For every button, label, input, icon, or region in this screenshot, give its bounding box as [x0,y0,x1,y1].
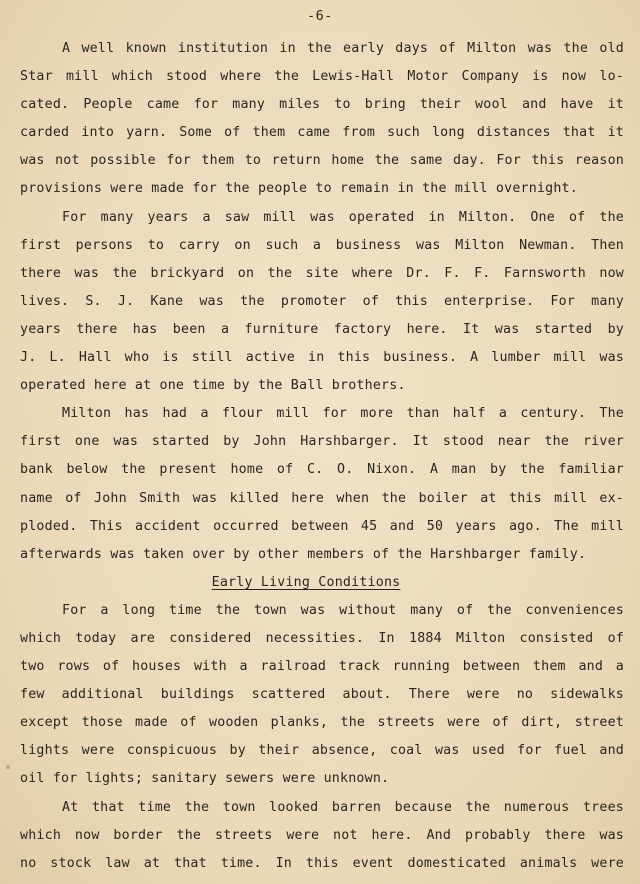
text-line: first persons to carry on such a business was Milton Newman. Then [20,237,624,253]
text-line: lights were conspicuous by their absence, coal was used for fuel and [20,743,624,759]
text-line: except those made of wooden planks, the streets were of dirt, street [20,715,624,731]
paragraph-trees [20,794,624,878]
text-line: first one was started by John Harshbarger. It stood near the river [20,434,624,450]
text-line: was not possible for them to return home the same day. For this reason [20,153,624,169]
text-line: A well known institution in the early days of Milton was the old [62,41,624,56]
text-line: few additional buildings scattered about. There were no sidewalks [20,687,624,703]
text-line: which today are considered necessities. In 1884 Milton consisted of [20,630,624,646]
section-heading-text: Early Living Conditions [211,574,401,590]
paragraph-saw-mill [20,204,624,401]
text-line: oil for lights; sanitary sewers were unknown. [20,771,390,787]
document-body [20,35,624,878]
text-line: which now border the streets were not here. And probably there was [20,827,624,843]
paragraph-flour-mill [20,400,624,569]
paragraph-star-mill [20,35,624,204]
text-line: For many years a saw mill was operated in Milton. One of the [62,209,624,225]
text-line: J. L. Hall who is still active in this business. A lumber mill was [20,350,624,366]
text-line: bank below the present home of C. O. Nixon. A man by the familiar [20,462,624,478]
text-line: At that time the town looked barren because the numerous trees [62,799,624,815]
text-line: name of John Smith was killed here when the boiler at this mill ex- [20,490,624,506]
paper-stain-mark [6,765,10,769]
text-line: cated. People came for many miles to bring their wool and have it [20,97,624,113]
text-line: provisions were made for the people to remain in the mill overnight. [20,181,578,197]
text-line: lives. S. J. Kane was the promoter of this enterprise. For many [20,293,624,309]
text-line: afterwards was taken over by other members of the Harshbarger family. [20,546,587,562]
text-line: For a long time the town was without many of the conveniences [62,602,624,618]
text-line: years there has been a furniture factory here. It was started by [20,321,624,337]
text-line: ploded. This accident occurred between 45 and 50 years ago. The mill [20,518,624,534]
text-line: operated here at one time by the Ball brothers. [20,378,406,394]
text-line: two rows of houses with a railroad track running between them and a [20,659,624,675]
text-line: Milton has had a flour mill for more than half a century. The [62,406,624,422]
section-heading [20,569,624,597]
page-number: -6- [307,8,333,24]
text-line: carded into yarn. Some of them came from such long distances that it [20,125,624,141]
text-line: there was the brickyard on the site where Dr. F. F. Farnsworth now [20,265,624,281]
text-line: Star mill which stood where the Lewis-Hall Motor Company is now lo- [20,69,624,85]
text-line: no stock law at that time. In this event domesticated animals were [20,855,624,871]
paragraph-conveniences [20,597,624,794]
